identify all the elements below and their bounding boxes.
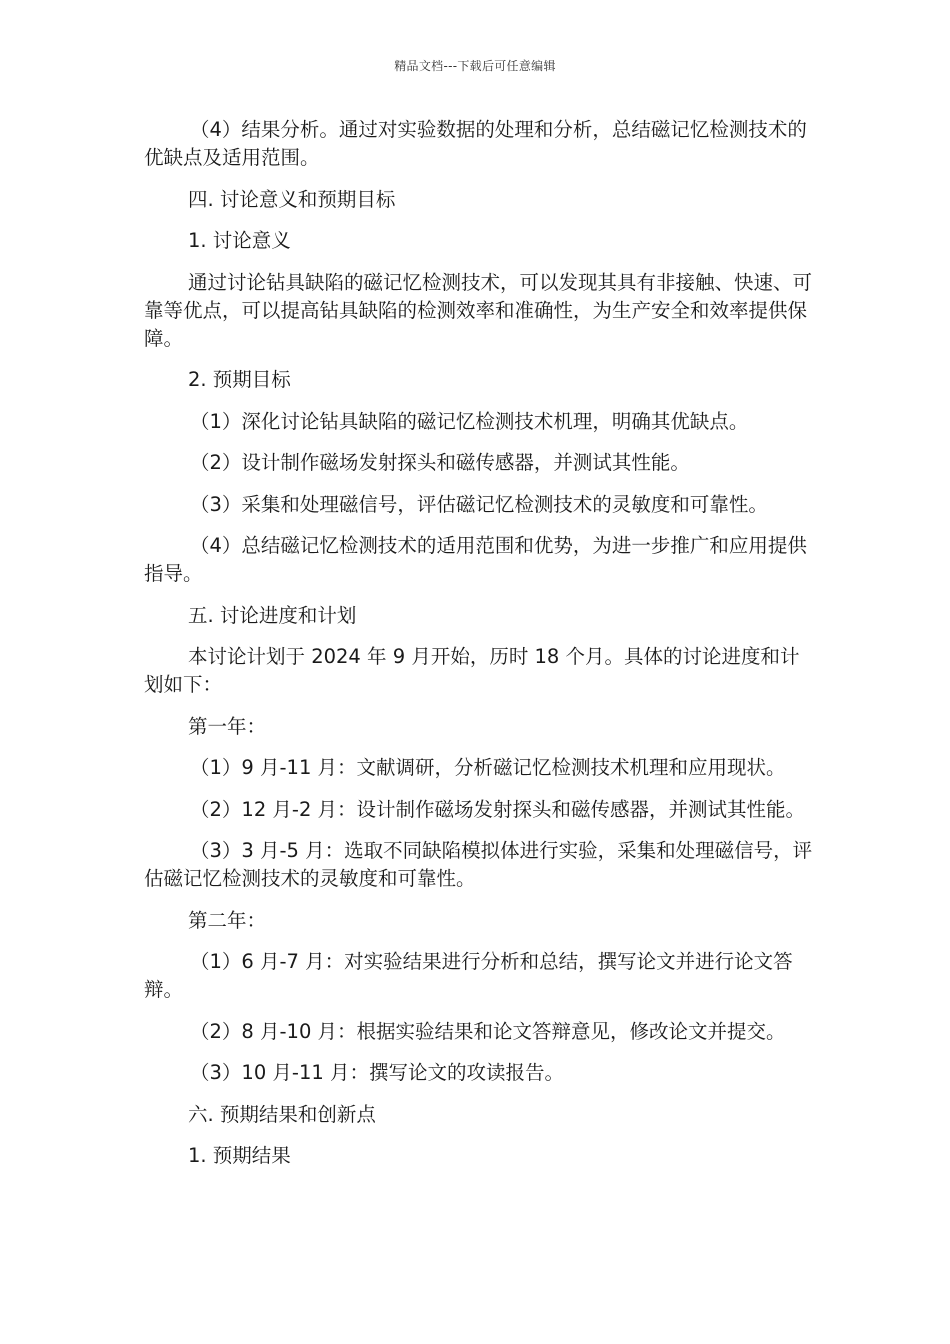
document-body bbox=[144, 116, 814, 1184]
year-two-item-1: （1）6 月-7 月：对实验结果进行分析和总结，撰写论文并进行论文答辩。 bbox=[144, 950, 793, 1001]
page-header: 精品文档---下载后可任意编辑 bbox=[394, 59, 556, 73]
year-two-label: 第二年： bbox=[188, 908, 267, 932]
paragraph-result-analysis: （4）结果分析。通过对实验数据的处理和分析，总结磁记忆检测技术的优缺点及适用范围。 bbox=[144, 118, 807, 169]
year-one-item-1: （1）9 月-11 月：文献调研，分析磁记忆检测技术机理和应用现状。 bbox=[190, 756, 786, 779]
year-two-item-2: （2）8 月-10 月：根据实验结果和论文答辩意见，修改论文并提交。 bbox=[190, 1019, 786, 1043]
section-heading-4: 四. 讨论意义和预期目标 bbox=[188, 187, 396, 211]
year-one-item-3: （3）3 月-5 月：选取不同缺陷模拟体进行实验，采集和处理磁信号，评估磁记忆检测技术的灵敏度和可靠性。 bbox=[144, 839, 813, 890]
goal-item-1: （1）深化讨论钻具缺陷的磁记忆检测技术机理，明确其优缺点。 bbox=[190, 409, 749, 433]
subheading-significance: 1. 讨论意义 bbox=[188, 229, 291, 252]
paragraph-significance: 通过讨论钻具缺陷的磁记忆检测技术，可以发现其具有非接触、快速、可靠等优点，可以提高钻具缺陷的检测效率和准确性，为生产安全和效率提供保障。 bbox=[144, 270, 813, 350]
year-two-item-3: （3）10 月-11 月：撰写论文的攻读报告。 bbox=[190, 1061, 564, 1084]
paragraph-schedule-intro: 本讨论计划于 2024 年 9 月开始，历时 18 个月。具体的讨论进度和计划如下： bbox=[144, 645, 800, 696]
section-heading-5: 五. 讨论进度和计划 bbox=[188, 603, 357, 627]
goal-item-3: （3）采集和处理磁信号，评估磁记忆检测技术的灵敏度和可靠性。 bbox=[190, 492, 768, 516]
subheading-expected-results: 1. 预期结果 bbox=[188, 1144, 291, 1167]
section-heading-6: 六. 预期结果和创新点 bbox=[188, 1102, 376, 1126]
goal-item-2: （2）设计制作磁场发射探头和磁传感器，并测试其性能。 bbox=[190, 451, 690, 474]
year-one-item-2: （2）12 月-2 月：设计制作磁场发射探头和磁传感器，并测试其性能。 bbox=[190, 797, 806, 821]
year-one-label: 第一年： bbox=[188, 714, 267, 738]
goal-item-4: （4）总结磁记忆检测技术的适用范围和优势，为进一步推广和应用提供指导。 bbox=[144, 534, 807, 585]
subheading-goals: 2. 预期目标 bbox=[188, 368, 291, 391]
